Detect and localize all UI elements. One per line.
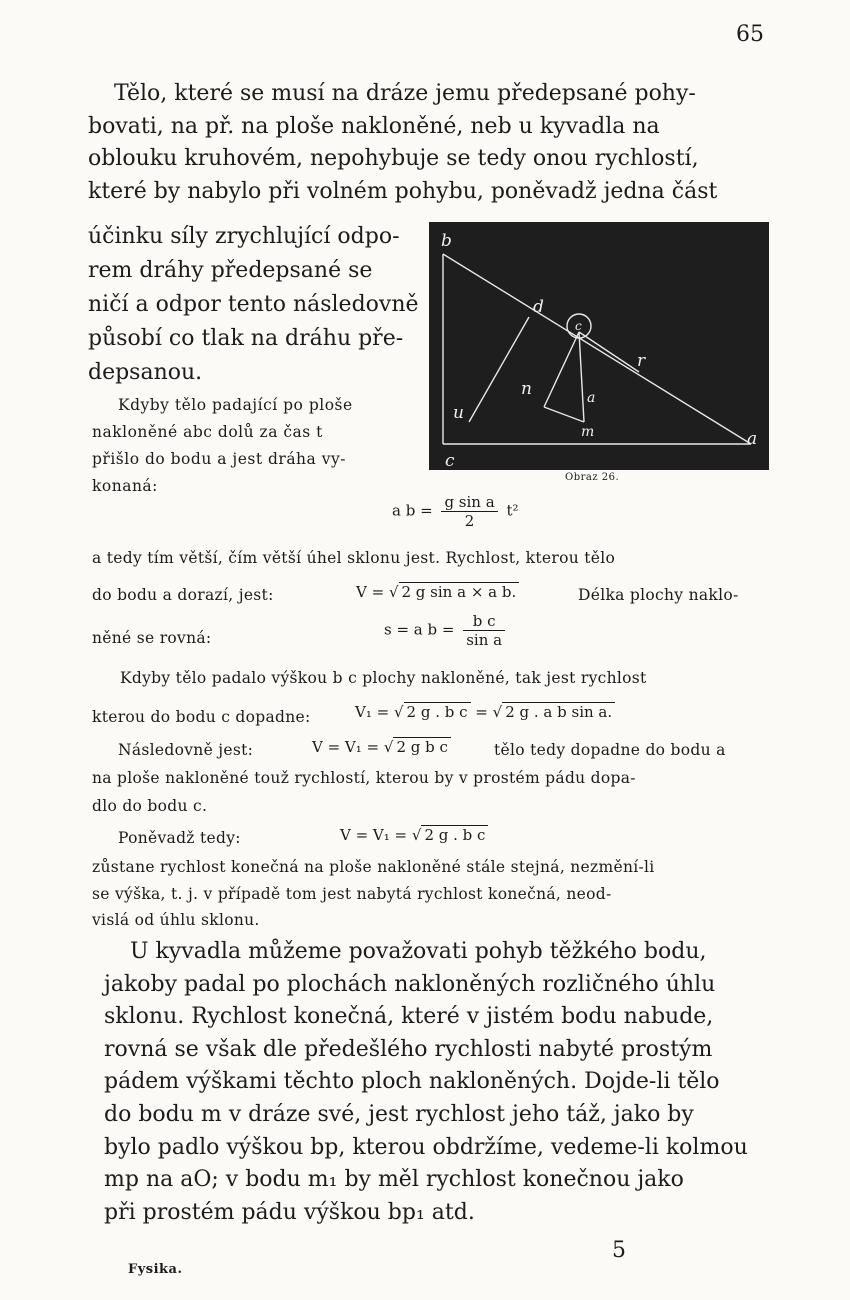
text-line: sklonu. Rychlost konečná, které v jistém bodu nabude, [104, 1004, 714, 1030]
fraction [441, 493, 497, 530]
text-line: jakoby padal po plochách nakloněných rozličného úhlu [104, 971, 716, 997]
paragraph-intro-continued [88, 220, 423, 390]
numerator: g sin a [441, 493, 497, 512]
sqrt-content: 2 g b c [393, 737, 450, 756]
text-line: přišlo do bodu a jest dráha vy- [92, 450, 346, 468]
sqrt-content: 2 g . b c [404, 702, 471, 721]
label-a-corner: a [747, 429, 758, 449]
signature-mark: 5 [612, 1238, 626, 1263]
formula-lhs: a b = [392, 501, 433, 520]
text-line: mp na aO; v bodu m₁ by měl rychlost konečnou jako [104, 1167, 684, 1193]
label-n: n [521, 379, 532, 399]
text-line: depsanou. [88, 360, 203, 385]
label-b: b [441, 231, 452, 251]
denominator: sin a [466, 631, 503, 649]
text-line: ničí a odpor tento následovně [88, 292, 419, 317]
label-m: m [581, 424, 595, 440]
text-line: které by nabylo při volném pohybu, poněvadž jedna část [88, 178, 718, 204]
label-a-force: a [587, 390, 596, 406]
text-line: a tedy tím větší, čím větší úhel sklonu jest. Rychlost, kterou tělo [92, 549, 616, 567]
inclined-plane-figure [429, 222, 769, 470]
formula-lhs: s = a b = [384, 620, 455, 639]
text-line: tělo tedy dopadne do bodu a [494, 741, 726, 759]
sqrt-content: 2 g sin a × a b. [399, 582, 520, 601]
text-line: Kdyby tělo padající po ploše [118, 396, 353, 414]
text-line: bylo padlo výškou bp, kterou obdržíme, vedeme-li kolmou [104, 1134, 748, 1160]
formula-v1: V₁ = √ 2 g . b c = √ 2 g . a b sin a. [355, 703, 615, 721]
text-line: konaná: [92, 477, 158, 495]
text-line: kterou do bodu c dopadne: [92, 708, 311, 726]
formula-velocity: V = √ 2 g sin a × a b. [356, 583, 519, 601]
fraction [463, 612, 505, 649]
figure-caption: Obraz 26. [565, 472, 620, 483]
text-line: zůstane rychlost konečná na ploše nakloněné stále stejná, nezmění-li [92, 858, 655, 876]
footer-title: Fysika. [128, 1262, 183, 1277]
text-line: pádem výškami těchto ploch nakloněných. Dojde-li tělo [104, 1069, 720, 1095]
formula-distance [392, 493, 519, 530]
formula-lhs: V = V₁ = [312, 738, 380, 756]
formula-lhs: V = [356, 583, 385, 601]
label-c-body: c [575, 319, 582, 333]
page-number: 65 [736, 22, 764, 47]
denominator: 2 [464, 512, 475, 530]
paragraph-falling-body [92, 392, 422, 500]
formula-lhs: V = V₁ = [340, 826, 408, 844]
formula-length [384, 612, 509, 649]
text-line: vislá od úhlu sklonu. [92, 911, 260, 929]
text-line: při prostém pádu výškou bp₁ atd. [104, 1199, 475, 1225]
paragraph-pendulum [104, 936, 784, 1229]
text-line: bovati, na př. na ploše nakloněné, neb u kyvadla na [88, 113, 660, 139]
text-line: rem dráhy předepsané se [88, 258, 373, 283]
formula-v-v1: V = V₁ = √ 2 g b c [312, 738, 451, 756]
sqrt-content: 2 g . b c [421, 825, 488, 844]
text-line: Poněvadž tedy: [118, 829, 241, 847]
text-line: oblouku kruhovém, nepohybuje se tedy onou rychlostí, [88, 146, 699, 172]
label-d: d [533, 297, 544, 317]
label-r: r [637, 351, 646, 371]
text-line: na ploše nakloněné touž rychlostí, kterou by v prostém pádu dopa- [92, 769, 636, 787]
text-line: se výška, t. j. v případě tom jest nabytá rychlost konečná, neod- [92, 885, 612, 903]
text-line: Tělo, které se musí na dráze jemu předepsané pohy- [114, 81, 696, 106]
text-line: U kyvadla můžeme považovati pohyb těžkého bodu, [130, 939, 707, 964]
text-line: rovná se však dle předešlého rychlosti nabyté prostým [104, 1036, 713, 1062]
text-line: do bodu m v dráze své, jest rychlost jeho táž, jako by [104, 1101, 694, 1127]
text-line: Následovně jest: [118, 741, 254, 759]
text-line: Délka plochy naklo- [578, 586, 739, 604]
text-line: dlo do bodu c. [92, 797, 208, 815]
paragraph-intro [88, 78, 768, 208]
text-line: působí co tlak na dráhu pře- [88, 326, 404, 351]
formula-rhs: t² [506, 501, 519, 520]
text-line: nakloněné abc dolů za čas t [92, 423, 323, 441]
numerator: b c [463, 612, 505, 631]
label-c-corner: c [445, 451, 455, 470]
formula-equal-velocities: V = V₁ = √ 2 g . b c [340, 826, 488, 844]
text-line: Kdyby tělo padalo výškou b c plochy nakloněné, tak jest rychlost [120, 669, 647, 687]
sqrt-content: 2 g . a b sin a. [502, 702, 615, 721]
formula-lhs: V₁ = [355, 703, 390, 721]
text-line: účinku síly zrychlující odpo- [88, 224, 400, 249]
label-u: u [453, 403, 464, 423]
text-line: něné se rovná: [92, 629, 212, 647]
equals: = [475, 703, 488, 721]
text-line: do bodu a dorazí, jest: [92, 586, 274, 604]
